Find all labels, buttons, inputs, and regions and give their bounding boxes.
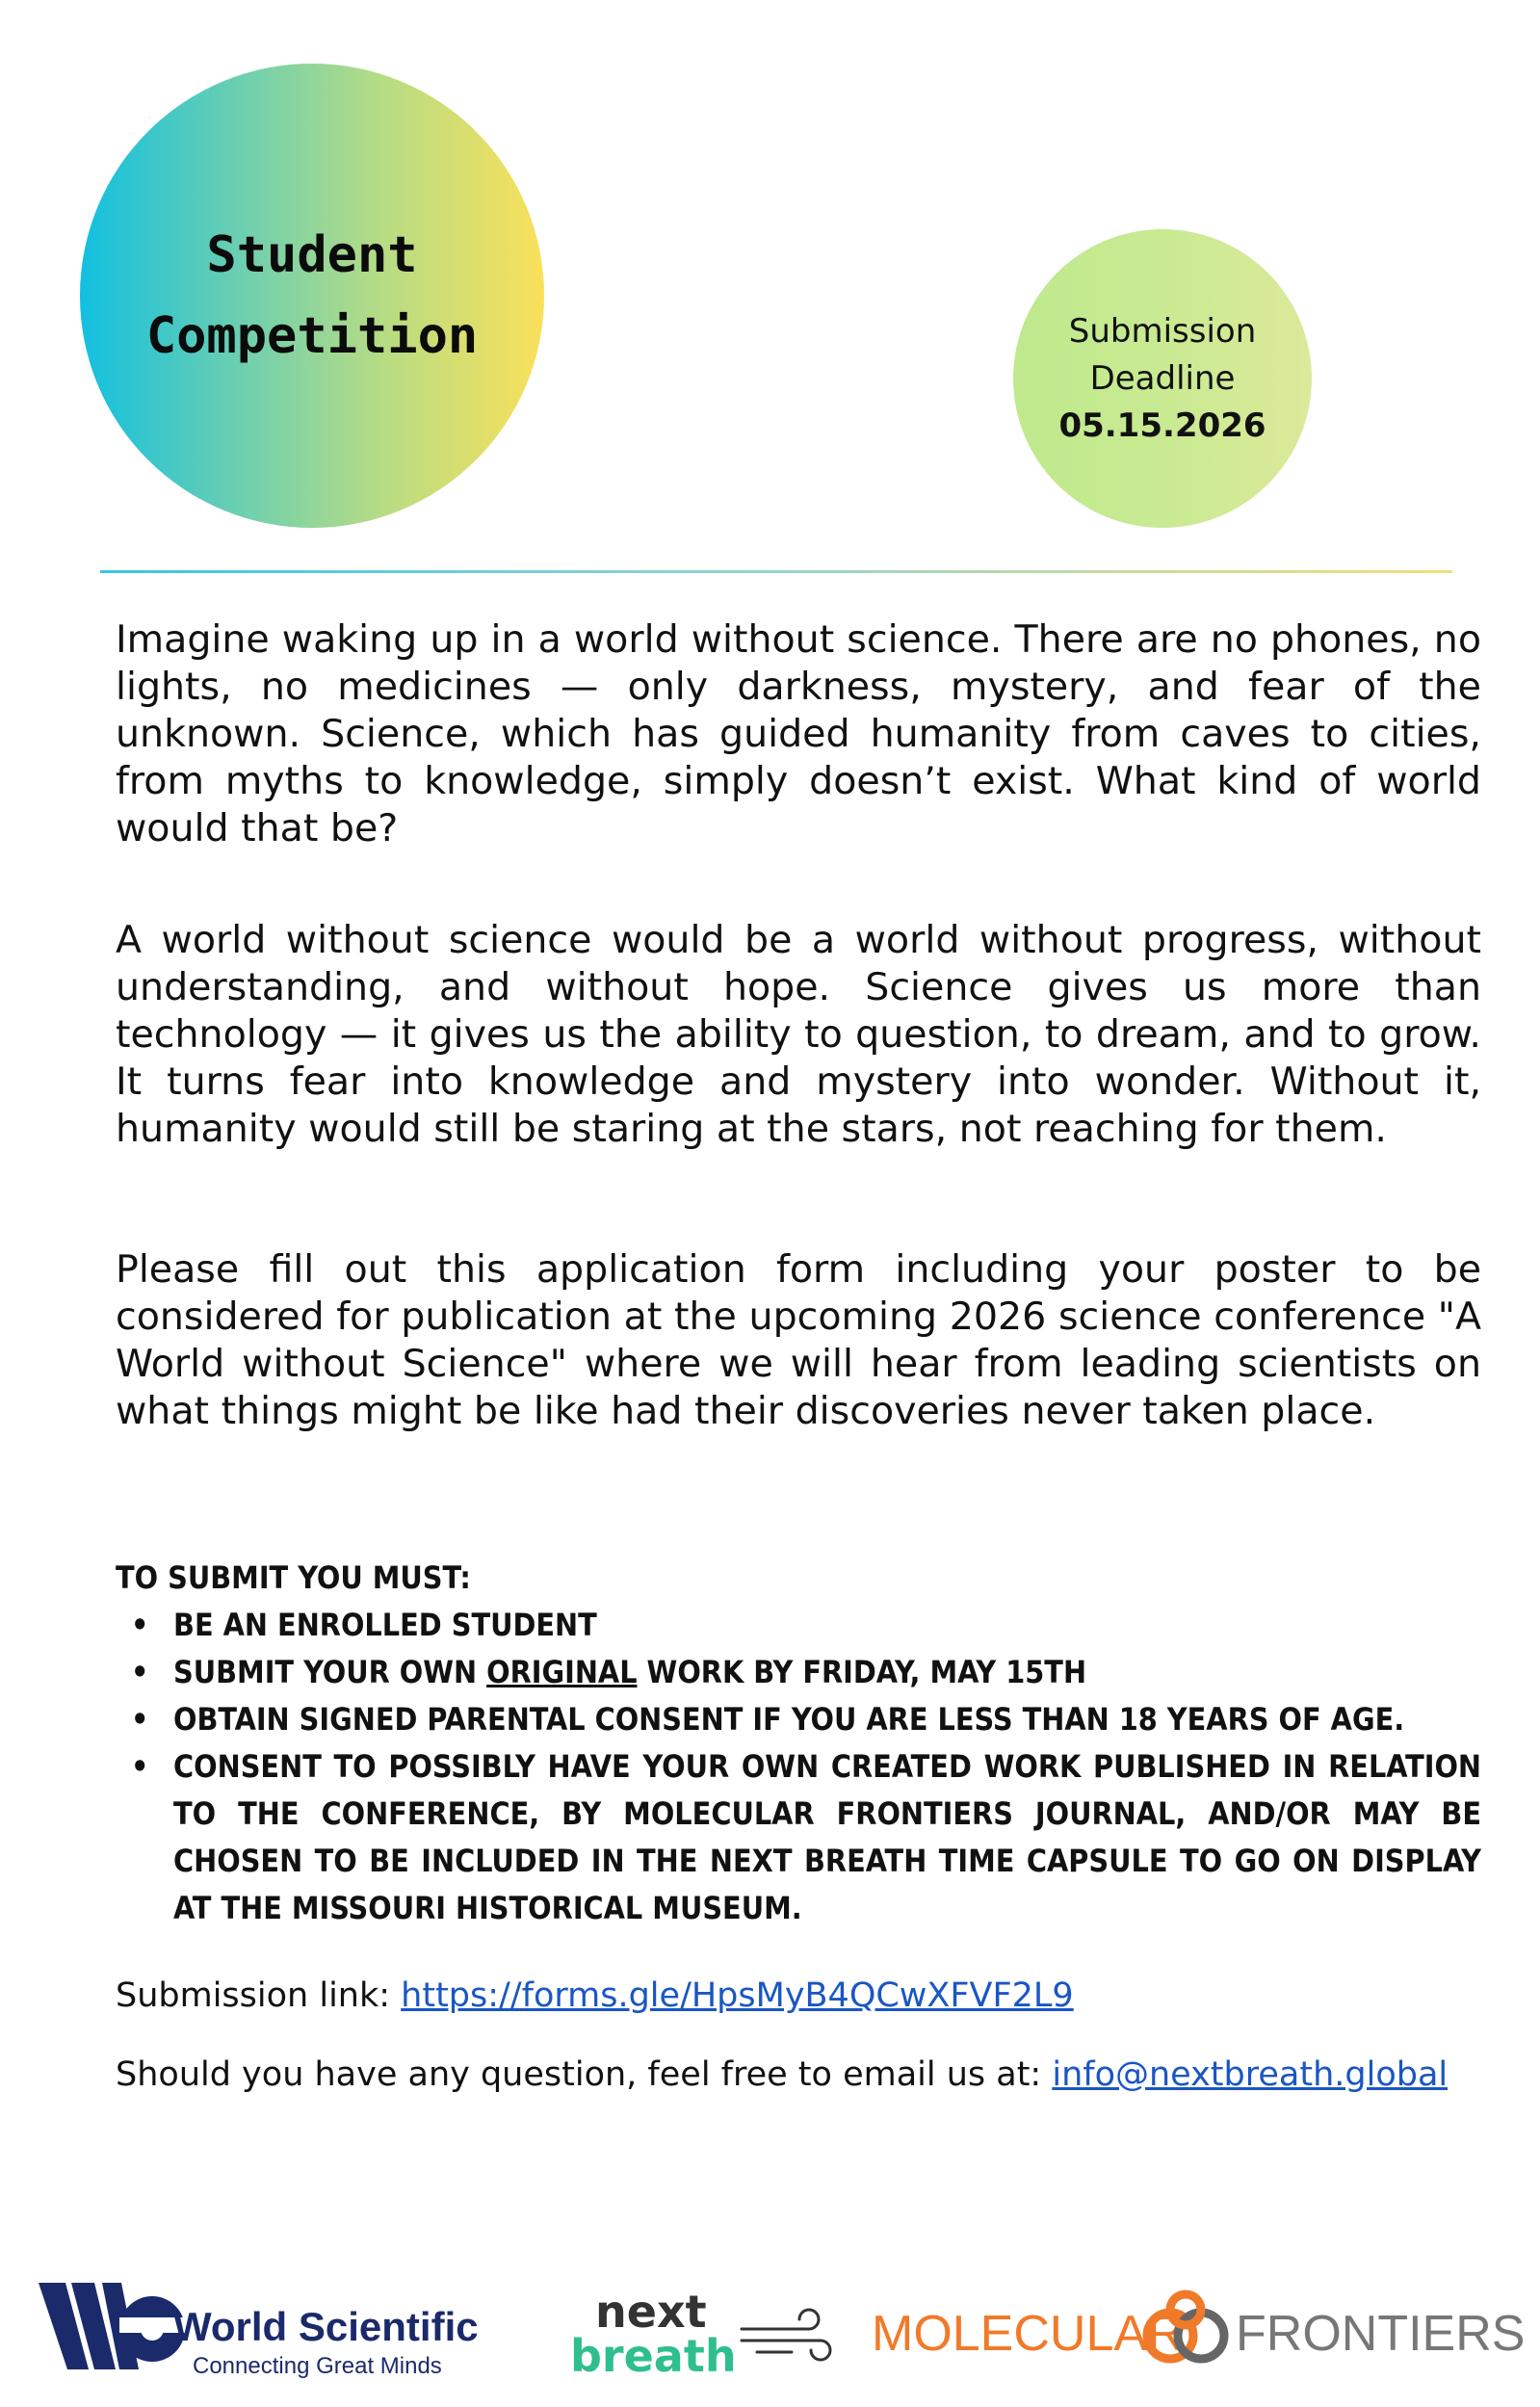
requirement-text: OBTAIN SIGNED PARENTAL CONSENT IF YOU ARE LESS THAN 18 YEARS OF AGE.	[173, 1701, 1405, 1738]
title-line-2: Competition	[145, 307, 479, 365]
header-divider	[100, 570, 1452, 573]
requirement-text-underlined: ORIGINAL	[486, 1654, 638, 1690]
bullet-icon: •	[131, 1654, 149, 1690]
requirement-text-pre: SUBMIT YOUR OWN	[173, 1654, 487, 1690]
next-breath-logo	[568, 2283, 838, 2379]
submission-link[interactable]: https://forms.gle/HpsMyB4QCwXFVF2L9	[401, 1976, 1074, 2015]
intro-paragraph-1: Imagine waking up in a world without science. There are no phones, no lights, no medicines — only darkness, mystery, and fear of the unknown. Science, which has guided humanity from caves to cities, from myths to knowledge, simply doesn’t exist. What kind of world would that be?	[116, 617, 1481, 850]
bullet-icon: •	[131, 1607, 149, 1643]
bullet-icon: •	[131, 1701, 149, 1738]
world-scientific-name: World Scientific	[173, 2304, 479, 2349]
title-line-1: Student	[206, 226, 418, 284]
intro-paragraph-3: Please fill out this application form including your poster to be considered for publication at the upcoming 2026 science conference "A World without Science" where we will hear from leading scientists on what things might be like had their discoveries never taken place.	[116, 1247, 1481, 1433]
frontiers-text: FRONTIERS	[1236, 2306, 1526, 2362]
requirement-item	[116, 1602, 1481, 1649]
requirement-text-post: WORK BY FRIDAY, MAY 15TH	[637, 1654, 1087, 1690]
world-scientific-tagline: Connecting Great Minds	[193, 2353, 442, 2379]
deadline-label-2: Deadline	[1089, 358, 1236, 398]
deadline-date: 05.15.2026	[1058, 406, 1266, 445]
deadline-label-1: Submission	[1068, 311, 1257, 351]
world-scientific-mark-icon	[39, 2283, 185, 2369]
deadline-circle	[1013, 229, 1312, 528]
requirement-item	[116, 1696, 1481, 1743]
next-breath-line-2: breath	[570, 2330, 737, 2379]
title-circle	[80, 64, 544, 528]
bullet-icon: •	[131, 1748, 149, 1785]
submission-label: Submission link:	[116, 1976, 402, 2015]
requirement-item	[116, 1743, 1481, 1932]
email-label: Should you have any question, feel free to email us at:	[116, 2055, 1053, 2094]
requirement-text: BE AN ENROLLED STUDENT	[173, 1607, 597, 1643]
requirement-text: CONSENT TO POSSIBLY HAVE YOUR OWN CREATED WORK PUBLISHED IN RELATION TO THE CONFERENCE, BY MOLECULAR FRONTIERS JOURNAL, AND/OR MAY BE CHOSEN TO BE INCLUDED IN THE NEXT BREATH TIME CAPSULE TO GO ON DISPLAY AT THE MISSOURI HISTORICAL MUSEUM.	[173, 1748, 1481, 1926]
submission-link-line	[116, 1973, 1074, 2020]
email-link[interactable]: info@nextbreath.global	[1052, 2055, 1449, 2094]
requirements-list	[116, 1602, 1481, 1932]
email-line	[116, 2052, 1448, 2099]
wind-icon	[742, 2310, 830, 2360]
intro-paragraph-2: A world without science would be a world without progress, without understanding, and without hope. Science gives us more than technology — it gives us the ability to question, to dream, and to grow. It turns fear into knowledge and mystery into wonder. Without it, humanity would still be staring at the stars, not reaching for them.	[116, 918, 1481, 1151]
world-scientific-logo	[39, 2273, 510, 2379]
next-breath-line-1: next	[595, 2286, 707, 2338]
requirement-item	[116, 1649, 1481, 1696]
molecular-text: MOLECULAR	[872, 2306, 1184, 2362]
molecular-frontiers-logo	[872, 2283, 1531, 2379]
requirements-heading: TO SUBMIT YOU MUST:	[116, 1559, 471, 1596]
